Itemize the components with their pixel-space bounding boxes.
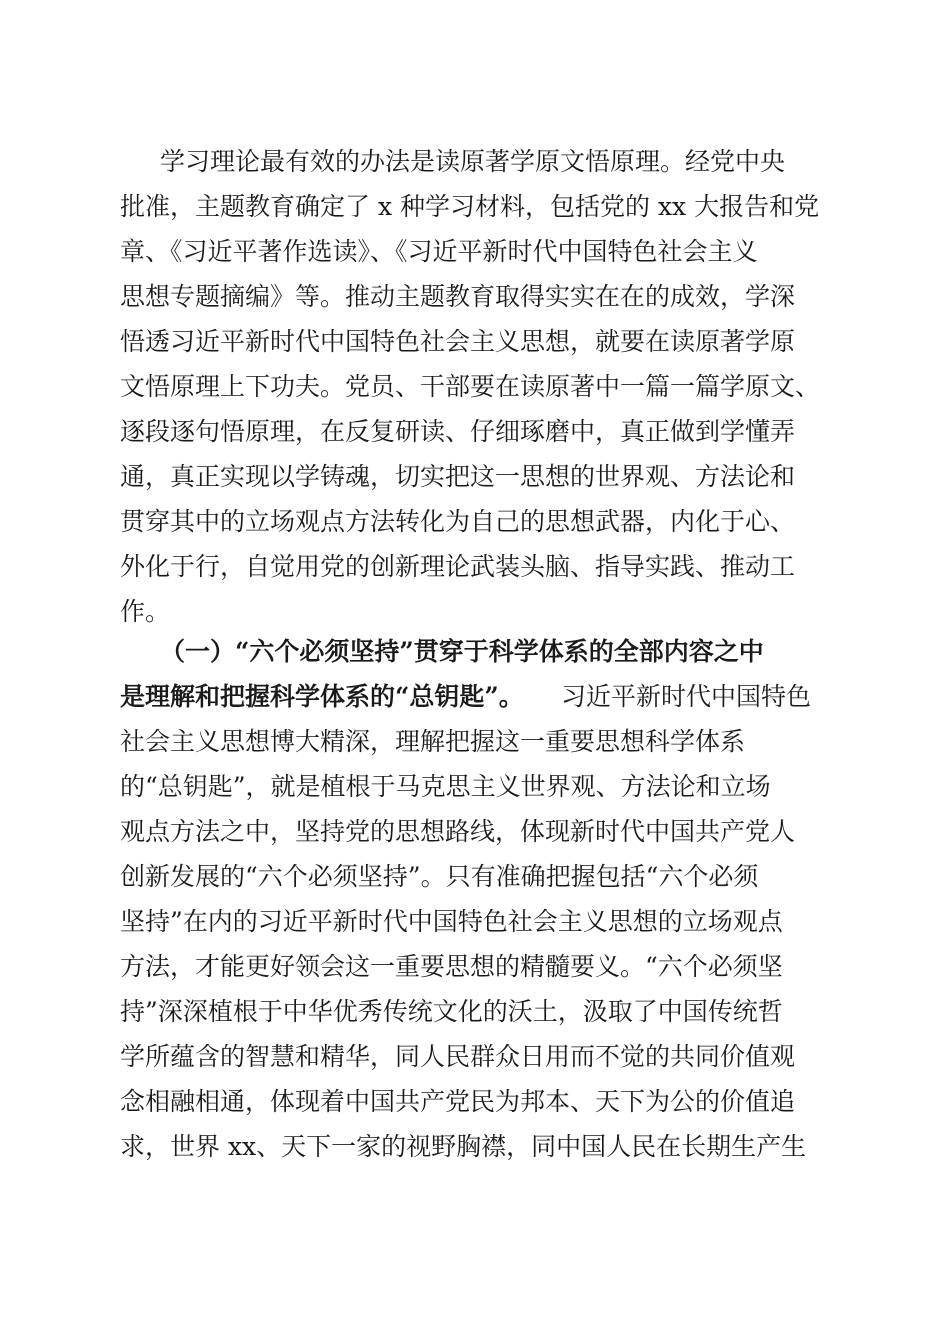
paragraph-2-line-1-tail: 习近平新时代中国特色 bbox=[561, 682, 812, 711]
paragraph-1-line-5: 悟透习近平新时代中国特色社会主义思想，就要在读原著学原 bbox=[120, 327, 796, 356]
paragraph-1-line-8: 通，真正实现以学铸魂，切实把这一思想的世界观、方法论和 bbox=[120, 462, 796, 491]
paragraph-2-line-2: 社会主义思想博大精深，理解把握这一重要思想科学体系 bbox=[120, 727, 746, 756]
paragraph-2-line-5: 创新发展的“六个必须坚持”。只有准确把握包括“六个必须 bbox=[120, 862, 759, 891]
paragraph-1-line-7: 逐段逐句悟原理，在反复研读、仔细琢磨中，真正做到学懂弄 bbox=[120, 417, 796, 446]
section-heading-line-2: 是理解和把握科学体系的“总钥匙”。 bbox=[120, 682, 524, 711]
paragraph-1-line-3: 章、《习近平著作选读》、《习近平新时代中国特色社会主义 bbox=[120, 237, 758, 266]
paragraph-2-line-10: 念相融相通，体现着中国共产党民为邦本、天下为公的价值追 bbox=[120, 1087, 796, 1116]
paragraph-2-line-4: 观点方法之中，坚持党的思想路线，体现新时代中国共产党人 bbox=[120, 817, 796, 846]
paragraph-2-line-7: 方法，才能更好领会这一重要思想的精髓要义。“六个必须坚 bbox=[120, 952, 783, 981]
paragraph-1-line-1: 学习理论最有效的办法是读原著学原文悟原理。经党中央 bbox=[160, 147, 786, 176]
paragraph-1-line-6: 文悟原理上下功夫。党员、干部要在读原著中一篇一篇学原文、 bbox=[120, 372, 821, 401]
paragraph-2-line-9: 学所蕴含的智慧和精华，同人民群众日用而不觉的共同价值观 bbox=[120, 1042, 796, 1071]
paragraph-1-line-4: 思想专题摘编》等。推动主题教育取得实实在在的成效，学深 bbox=[120, 282, 796, 311]
paragraph-1-line-10: 外化于行，自觉用党的创新理论武装头脑、指导实践、推动工 bbox=[120, 552, 796, 581]
paragraph-2-line-6: 坚持”在内的习近平新时代中国特色社会主义思想的立场观点 bbox=[120, 907, 783, 936]
section-heading-line-1: （一）“六个必须坚持”贯穿于科学体系的全部内容之中 bbox=[160, 637, 764, 666]
paragraph-2-line-11: 求，世界 xx、天下一家的视野胸襟，同中国人民在长期生产生 bbox=[120, 1132, 807, 1161]
paragraph-2-line-3: 的“总钥匙”，就是植根于马克思主义世界观、方法论和立场 bbox=[120, 772, 771, 801]
paragraph-1-line-11: 作。 bbox=[120, 597, 171, 626]
paragraph-1-line-2: 批准，主题教育确定了 x 种学习材料，包括党的 xx 大报告和党 bbox=[120, 192, 820, 221]
paragraph-2-line-8: 持”深深植根于中华优秀传统文化的沃土，汲取了中国传统哲 bbox=[120, 997, 783, 1026]
paragraph-1-line-9: 贯穿其中的立场观点方法转化为自己的思想武器，内化于心、 bbox=[120, 507, 796, 536]
